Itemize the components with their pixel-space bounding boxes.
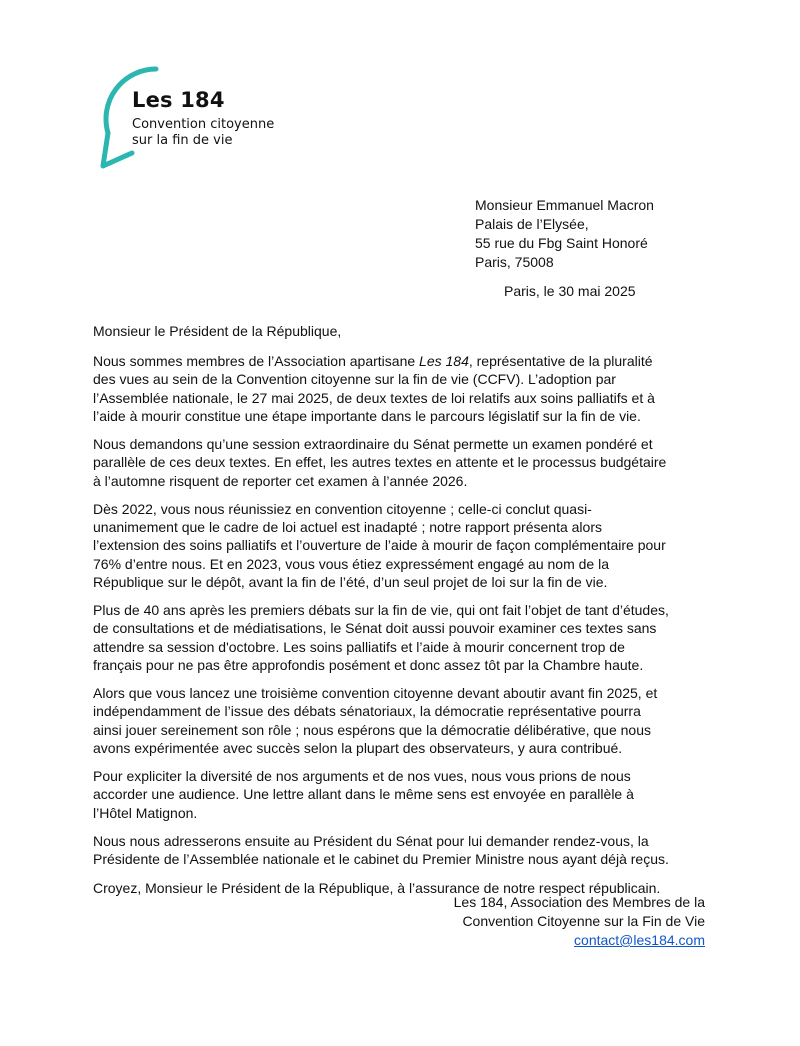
signature-block [380, 893, 705, 950]
text-line: l’aide à mourir constitue une étape importante dans le parcours législatif sur la fin de vie. [93, 407, 641, 424]
paragraph [93, 435, 713, 490]
text-line: Dès 2022, vous nous réunissiez en convention citoyenne ; celle-ci conclut quasi- [93, 501, 592, 517]
text-line: Croyez, Monsieur le Président de la République, à l’assurance de notre respect républicain. [93, 879, 661, 896]
paragraph [93, 601, 713, 674]
letter-body [93, 322, 713, 907]
salutation: Monsieur le Président de la République, [93, 323, 342, 339]
text-line: indépendamment de l’issue des débats sénatoriaux, la démocratie représentative pourra [93, 703, 641, 720]
paragraph [93, 352, 713, 425]
signature-line: Les 184, Association des Membres de la [453, 894, 705, 910]
paragraph [93, 500, 713, 591]
text-line: accorder une audience. Une lettre allant dans le même sens est envoyée en parallèle à [93, 786, 634, 803]
text-line: des vues au sein de la Convention citoyenne sur la fin de vie (CCFV). L’adoption par [93, 371, 616, 388]
letter-date: Paris, le 30 mai 2025 [504, 283, 636, 299]
text-line: unanimement que le cadre de loi actuel est inadapté ; notre rapport présenta alors [93, 519, 602, 536]
logo-subtitle-line: Convention citoyenne [132, 117, 275, 132]
text-line: République sur le dépôt, avant la fin de l’été, d’un seul projet de loi sur la fin de vie. [93, 573, 608, 590]
recipient-name: Monsieur Emmanuel Macron [475, 197, 654, 213]
text-line: Alors que vous lancez une troisième convention citoyenne devant aboutir avant fin 2025, et [93, 685, 658, 702]
association-name: Les 184 [419, 353, 469, 370]
paragraph [93, 832, 713, 868]
text-span: Nous sommes membres de l’Association apartisane [93, 353, 420, 370]
logo-subtitle [132, 117, 274, 149]
text-line: à l’automne risquent de reporter cet examen à l’année 2026. [93, 472, 468, 489]
recipient-address-line: Palais de l’Elysée, [475, 216, 589, 232]
text-line: Nous demandons qu’une session extraordinaire du Sénat permette un examen pondéré et [93, 436, 653, 453]
text-span: , représentative de la pluralité [468, 353, 653, 370]
recipient-address-line: Paris, 75008 [475, 254, 554, 270]
text-line: Présidente de l’Assemblée nationale et le cabinet du Premier Ministre nous ayant déjà reçus. [93, 851, 669, 868]
text-line: Nous nous adresserons ensuite au Président du Sénat pour lui demander rendez-vous, la [93, 833, 649, 849]
text-line: français pour ne pas être approfondis posément et donc assez tôt par la Chambre haute. [93, 656, 644, 673]
logo-title: Les 184 [132, 88, 225, 112]
paragraph [93, 767, 713, 822]
text-line: l’Assemblée nationale, le 27 mai 2025, de deux textes de loi relatifs aux soins palliatifs et à [93, 389, 655, 406]
text-line: l’extension des soins palliatifs et l’ouverture de l’aide à mourir de façon complémentaire pour [93, 537, 666, 554]
signature-line: Convention Citoyenne sur la Fin de Vie [462, 913, 705, 929]
text-line: ainsi jouer sereinement son rôle ; nous espérons que la démocratie délibérative, que nous [93, 721, 652, 738]
text-line: de consultations et de médiatisations, le Sénat doit aussi pouvoir examiner ces textes sans [93, 620, 657, 637]
text-line: avons expérimentée avec succès selon la plupart des observateurs, y aura contribué. [93, 739, 623, 756]
recipient-address-line: 55 rue du Fbg Saint Honoré [475, 235, 648, 251]
contact-email-link[interactable]: contact@les184.com [574, 932, 705, 948]
paragraph [93, 684, 713, 757]
text-line: l’Hôtel Matignon. [93, 804, 198, 821]
text-line: attendre sa session d'octobre. Les soins palliatifs et l’aide à mourir concernent trop de [93, 638, 625, 655]
text-line: 76% d’entre nous. Et en 2023, vous vous étiez expressément engagé au nom de la [93, 555, 610, 572]
text-line: Plus de 40 ans après les premiers débats sur la fin de vie, qui ont fait l’objet de tant d’études, [93, 602, 669, 619]
text-line: Pour expliciter la diversité de nos arguments et de nos vues, nous vous prions de nous [93, 768, 631, 785]
recipient-address [475, 196, 654, 272]
association-logo [93, 66, 293, 176]
logo-subtitle-line: sur la fin de vie [132, 133, 233, 148]
text-line: parallèle de ces deux textes. En effet, les autres textes en attente et le processus budgétaire [93, 454, 667, 471]
